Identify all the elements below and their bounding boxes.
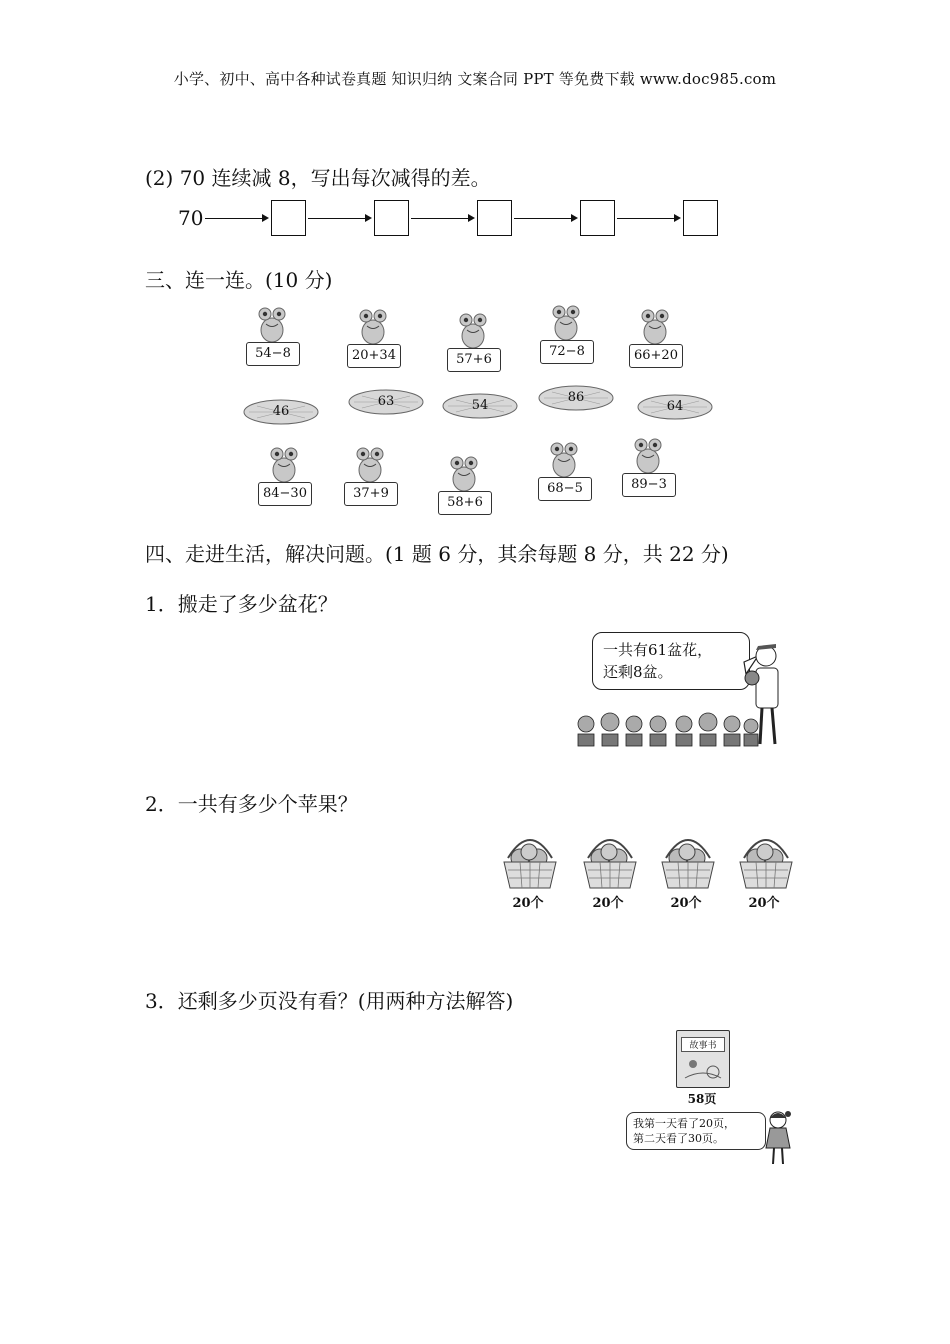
frog-icon (268, 446, 300, 484)
lily-pad[interactable] (637, 393, 713, 421)
story-book-icon (676, 1030, 730, 1088)
gardener-with-flowers-icon (576, 640, 790, 750)
basket-label: 20个 (512, 896, 544, 911)
answer-box-4[interactable] (580, 200, 615, 236)
basket-label: 20个 (592, 896, 624, 911)
frog-icon (550, 304, 582, 342)
lily-pad[interactable] (348, 388, 424, 416)
lily-pad-number: 46 (272, 404, 290, 419)
frog-icon (256, 306, 288, 344)
answer-box-3[interactable] (477, 200, 512, 236)
book-cover-art-icon (681, 1056, 725, 1082)
frog-expression: 66+20 (629, 344, 683, 368)
basket-label: 20个 (670, 896, 702, 911)
girl-reader-icon (760, 1110, 796, 1166)
page-header: 小学、初中、高中各种试卷真题 知识归纳 文案合同 PPT 等免费下载 www.doc985.com (173, 70, 777, 88)
frog-expression: 37+9 (344, 482, 398, 506)
lily-pad-number: 64 (666, 399, 684, 414)
frog-card[interactable] (536, 304, 596, 374)
flower-pot-row (578, 713, 758, 746)
frog-icon (639, 308, 671, 346)
book-title: 故事书 (681, 1037, 725, 1052)
lily-pad-number: 54 (471, 398, 489, 413)
lily-pad[interactable] (442, 392, 518, 420)
frog-icon (548, 441, 580, 479)
frog-expression: 20+34 (347, 344, 401, 368)
problem-3-text: 3．还剩多少页没有看？(用两种方法解答) (145, 989, 514, 1013)
frog-expression: 57+6 (447, 348, 501, 372)
frog-expression: 72−8 (540, 340, 594, 364)
lily-pad[interactable] (538, 384, 614, 412)
lily-pad-number: 86 (567, 390, 585, 405)
section-3-title: 三、连一连。(10 分) (145, 268, 333, 292)
frog-card[interactable] (625, 308, 685, 378)
arrow-icon (205, 214, 269, 222)
lily-pad[interactable] (243, 398, 319, 426)
frog-expression: 84−30 (258, 482, 312, 506)
section-4-title: 四、走进生活，解决问题。(1 题 6 分，其余每题 8 分，共 22 分) (145, 542, 729, 566)
frog-expression: 68−5 (538, 477, 592, 501)
bubble-line-1: 我第一天看了20页， (633, 1117, 735, 1130)
arrow-icon (514, 214, 578, 222)
basket-label: 20个 (748, 896, 780, 911)
frog-card[interactable] (443, 312, 503, 382)
frog-card[interactable] (242, 306, 302, 376)
frog-card[interactable] (343, 308, 403, 378)
book-pages: 58页 (687, 1092, 717, 1106)
frog-icon (448, 455, 480, 493)
apple-basket-icon (580, 830, 640, 892)
answer-box-2[interactable] (374, 200, 409, 236)
bubble-line-2: 第二天看了30页。 (633, 1132, 724, 1145)
subtraction-chain (178, 198, 718, 238)
arrow-icon (308, 214, 372, 222)
frog-icon (354, 446, 386, 484)
answer-box-5[interactable] (683, 200, 718, 236)
speech-bubble (626, 1112, 766, 1150)
apple-basket-icon (658, 830, 718, 892)
arrow-icon (617, 214, 681, 222)
frog-icon (457, 312, 489, 350)
question-2-prompt: (2) 70 连续减 8，写出每次减得的差。 (145, 166, 491, 190)
frog-card[interactable] (254, 446, 314, 516)
problem-1-text: 1．搬走了多少盆花？ (145, 592, 338, 616)
bubble-line-2: 还剩8盆。 (603, 663, 673, 681)
frog-expression: 58+6 (438, 491, 492, 515)
frog-card[interactable] (434, 455, 494, 525)
lily-pad-number: 63 (377, 394, 395, 409)
frog-card[interactable] (618, 437, 678, 507)
apple-basket-icon (500, 830, 560, 892)
chain-start-number: 70 (178, 206, 204, 230)
frog-expression: 54−8 (246, 342, 300, 366)
frog-icon (357, 308, 389, 346)
frog-card[interactable] (534, 441, 594, 511)
apple-basket-icon (736, 830, 796, 892)
frog-card[interactable] (340, 446, 400, 516)
problem-2-text: 2．一共有多少个苹果？ (145, 792, 358, 816)
frog-icon (632, 437, 664, 475)
answer-box-1[interactable] (271, 200, 306, 236)
frog-expression: 89−3 (622, 473, 676, 497)
bubble-line-1: 一共有61盆花， (603, 641, 713, 659)
arrow-icon (411, 214, 475, 222)
